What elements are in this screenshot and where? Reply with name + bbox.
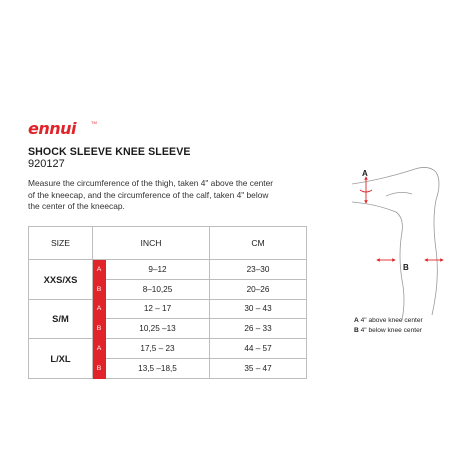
size-chart-table — [28, 226, 307, 379]
marker-a: A — [93, 260, 106, 280]
table-row — [29, 260, 307, 280]
header-cm: CM — [210, 227, 307, 260]
legend-key-a: A — [354, 317, 359, 324]
diagram-label-a: A — [362, 169, 368, 178]
marker-b: B — [93, 358, 106, 378]
cm-value: 23–30 — [210, 260, 307, 280]
header-size: SIZE — [29, 227, 93, 260]
measurement-instructions: Measure the circumference of the thigh, taken 4" above the center of the kneecap, and the circumference of the calf, taken 4" below the center of the kneecap. — [28, 178, 274, 212]
leg-outline — [352, 167, 439, 320]
legend-item-b — [354, 326, 423, 336]
inch-value: 8–10,25 — [106, 279, 210, 299]
product-name: SHOCK SLEEVE KNEE SLEEVE — [28, 146, 191, 158]
legend-text-a: 4" above knee center — [360, 317, 423, 324]
legend-key-b: B — [354, 326, 359, 334]
table-row — [29, 339, 307, 359]
cm-value: 30 – 43 — [210, 299, 307, 319]
cm-value: 35 – 47 — [210, 358, 307, 378]
ennui-logo — [28, 118, 98, 138]
diagram-legend — [354, 316, 423, 335]
legend-text-b: 4" below knee center — [360, 326, 422, 334]
cm-value: 20–26 — [210, 279, 307, 299]
measure-arrow-a — [360, 178, 372, 202]
marker-b: B — [93, 319, 106, 339]
inch-value: 12 – 17 — [106, 299, 210, 319]
inch-value: 9–12 — [106, 260, 210, 280]
marker-a: A — [93, 339, 106, 359]
table-row — [29, 299, 307, 319]
inch-value: 17,5 – 23 — [106, 339, 210, 359]
cm-value: 44 – 57 — [210, 339, 307, 359]
marker-b: B — [93, 279, 106, 299]
diagram-label-b: B — [403, 263, 409, 272]
logo-tm: TM — [91, 120, 97, 125]
size-label: L/XL — [29, 339, 93, 379]
size-label: S/M — [29, 299, 93, 339]
header-inch: INCH — [93, 227, 210, 260]
inch-value: 13,5 –18,5 — [106, 358, 210, 378]
legend-item-a — [354, 316, 423, 326]
product-code: 920127 — [28, 158, 65, 170]
marker-a: A — [93, 299, 106, 319]
size-label: XXS/XS — [29, 260, 93, 300]
inch-value: 10,25 –13 — [106, 319, 210, 339]
logo-text: ennui — [28, 119, 77, 138]
cm-value: 26 – 33 — [210, 319, 307, 339]
leg-measurement-diagram — [340, 140, 450, 340]
table-header-row — [29, 227, 307, 260]
